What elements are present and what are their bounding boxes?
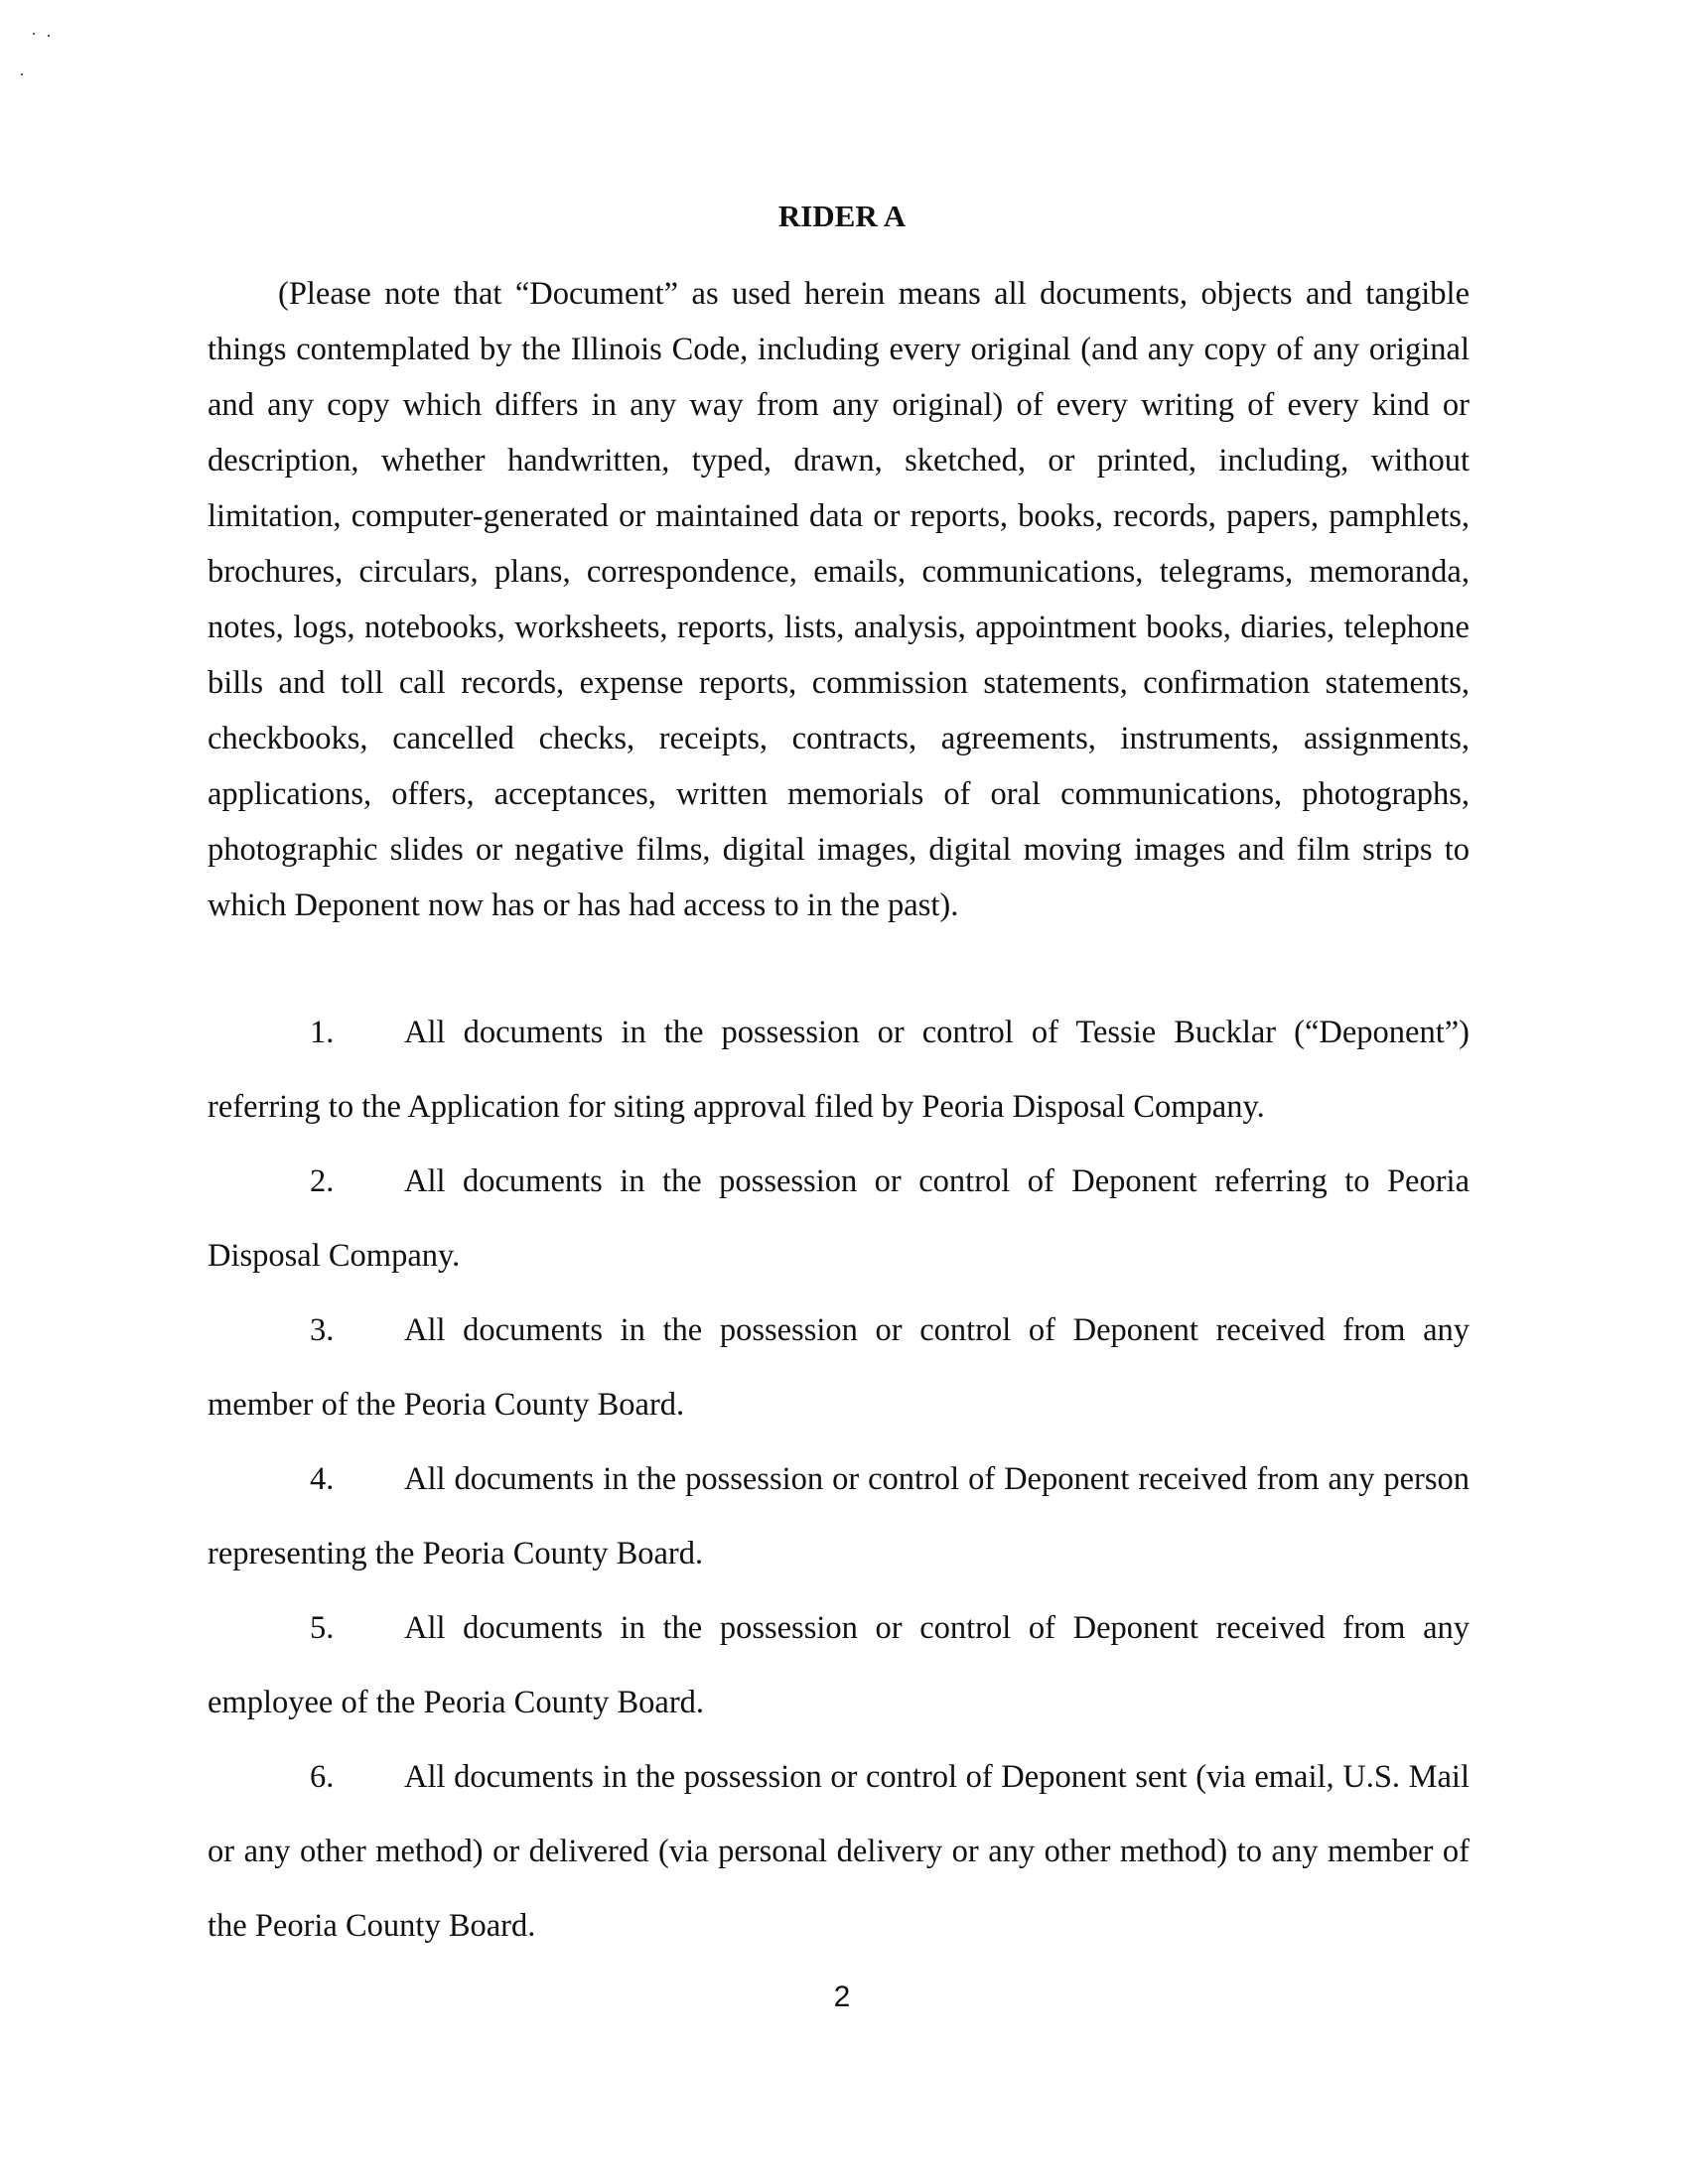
- item-line: All documents in the possession or control of Deponent sent (via email, U.S. Mail: [404, 1759, 1470, 1795]
- item-line: referring to the Application for siting approval filed by Peoria Disposal Company.: [208, 1089, 1265, 1125]
- preamble-line: brochures, circulars, plans, correspondence, emails, communications, telegrams, memoranda,: [208, 554, 1470, 590]
- preamble-line: notes, logs, notebooks, worksheets, reports, lists, analysis, appointment books, diaries, telephone: [208, 610, 1470, 645]
- item-line: representing the Peoria County Board.: [208, 1536, 704, 1571]
- preamble-line: applications, offers, acceptances, written memorials of oral communications, photographs,: [208, 776, 1470, 812]
- scan-speck: [33, 33, 35, 35]
- item-line: All documents in the possession or control of Tessie Bucklar (“Deponent”): [404, 1015, 1470, 1050]
- item-number: 3.: [310, 1312, 335, 1348]
- preamble-line: checkbooks, cancelled checks, receipts, contracts, agreements, instruments, assignments,: [208, 721, 1470, 756]
- preamble-line: (Please note that “Document” as used herein means all documents, objects and tangible: [278, 276, 1470, 312]
- item-line: All documents in the possession or control of Deponent received from any: [404, 1610, 1470, 1646]
- item-line: All documents in the possession or control of Deponent received from any: [404, 1312, 1470, 1348]
- preamble-line: photographic slides or negative films, digital images, digital moving images and film strips to: [208, 832, 1470, 868]
- item-line: employee of the Peoria County Board.: [208, 1685, 705, 1720]
- item-line: All documents in the possession or control of Deponent received from any person: [404, 1461, 1470, 1497]
- item-number: 2.: [310, 1163, 335, 1199]
- preamble-line: limitation, computer-generated or maintained data or reports, books, records, papers, pamphlets,: [208, 498, 1470, 534]
- page-number: 2: [833, 1980, 851, 2013]
- preamble-line: which Deponent now has or has had access to in the past).: [208, 887, 959, 923]
- document-title: RIDER A: [777, 199, 907, 233]
- item-number: 4.: [310, 1461, 335, 1497]
- item-number: 5.: [310, 1610, 335, 1646]
- preamble-line: things contemplated by the Illinois Code, including every original (and any copy of any original: [208, 332, 1470, 367]
- preamble-line: bills and toll call records, expense reports, commission statements, confirmation statements,: [208, 665, 1470, 701]
- scan-speck: [48, 35, 50, 37]
- scan-speck: [21, 73, 23, 75]
- item-line: Disposal Company.: [208, 1238, 461, 1274]
- item-number: 6.: [310, 1759, 335, 1795]
- preamble-line: and any copy which differs in any way from any original) of every writing of every kind or: [208, 387, 1470, 423]
- preamble-line: description, whether handwritten, typed, drawn, sketched, or printed, including, without: [208, 443, 1470, 478]
- item-number: 1.: [310, 1015, 335, 1050]
- item-line: member of the Peoria County Board.: [208, 1387, 685, 1423]
- item-line: All documents in the possession or control of Deponent referring to Peoria: [404, 1163, 1470, 1199]
- item-line: or any other method) or delivered (via personal delivery or any other method) to any member of: [208, 1834, 1470, 1869]
- item-line: the Peoria County Board.: [208, 1908, 536, 1944]
